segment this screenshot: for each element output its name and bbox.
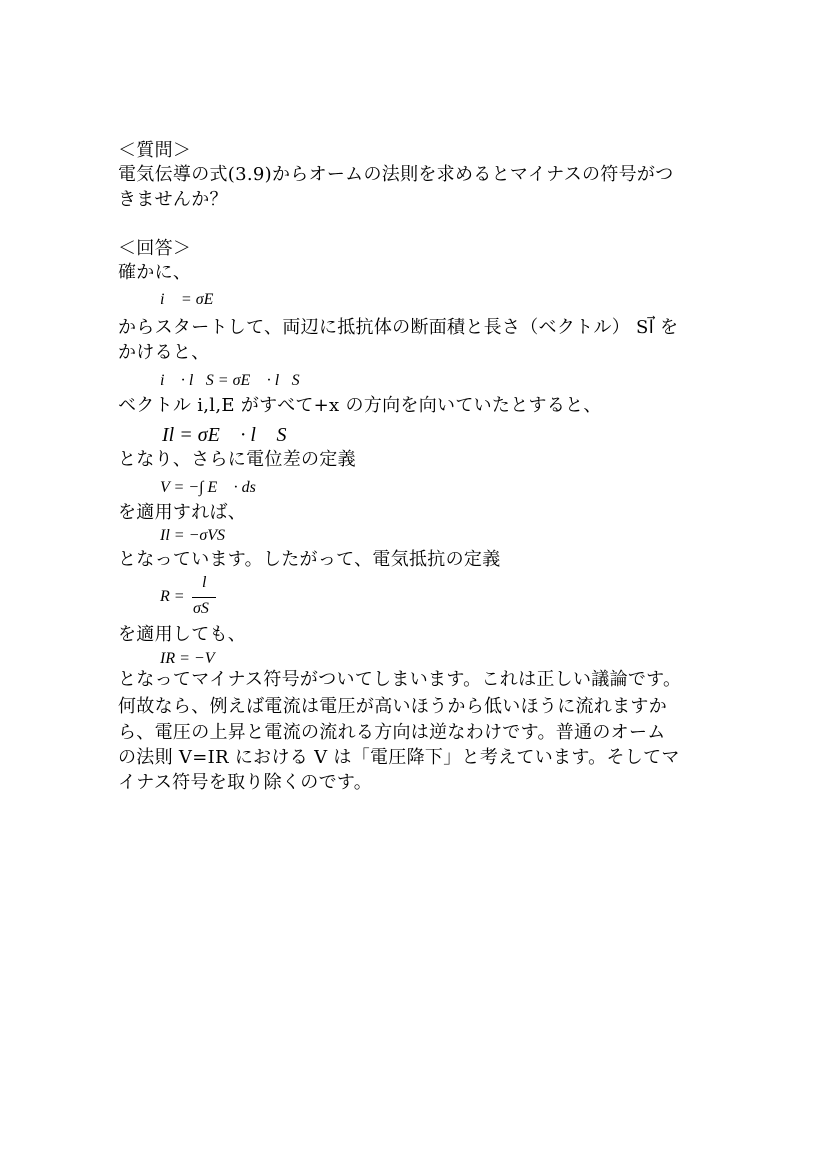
equation-multiplied: i⃗ · l⃗S = σE⃗ · l⃗S [160,372,300,389]
equation-ohm-negative: IR = −V [160,650,215,667]
answer-paragraph: 確かに、 [118,262,192,283]
fraction-bar [192,597,216,598]
equation-current-density: i⃗ = σE⃗ [160,291,226,308]
answer-paragraph: からスタートして、両辺に抵抗体の断面積と長さ（ベクトル） Sl⃗ を [118,317,679,338]
question-text-line: 電気伝導の式(3.9)からオームの法則を求めるとマイナスの符号がつ [118,164,674,185]
fraction-numerator: l [202,574,207,591]
fraction-denominator: σS [193,600,209,617]
answer-paragraph: かけると、 [118,342,210,363]
answer-paragraph: 何故なら、例えば電流は電圧が高いほうから低いほうに流れますか [118,696,667,717]
equation-scalar: Il = σE⃗ · l⃗ S [162,424,287,446]
equation-resistance-definition [160,574,230,626]
answer-paragraph: ベクトル i,l,E がすべて+x の方向を向いていたとすると、 [118,395,602,416]
answer-paragraph: を適用しても、 [118,624,247,645]
equation-potential-difference: V = −∫ E⃗ · ds⃗ [160,479,269,496]
answer-paragraph: の法則 V=IR における V は「電圧降下」と考えています。そしてマ [118,747,680,768]
equation-lhs: R = [160,588,185,605]
question-text-line: きませんか？ [118,189,228,210]
answer-paragraph: となっています。したがって、電気抵抗の定義 [118,549,501,570]
answer-paragraph: となってマイナス符号がついてしまいます。これは正しい議論です。 [118,669,682,690]
answer-header: ＜回答＞ [118,238,192,259]
answer-paragraph: イナス符号を取り除くのです。 [118,772,373,793]
answer-paragraph: を適用すれば、 [118,502,247,523]
equation-substituted: Il = −σVS [160,527,226,544]
question-header: ＜質問＞ [118,140,192,161]
answer-paragraph: となり、さらに電位差の定義 [118,449,356,470]
answer-paragraph: ら、電圧の上昇と電流の流れる方向は逆なわけです。普通のオーム [118,722,666,743]
